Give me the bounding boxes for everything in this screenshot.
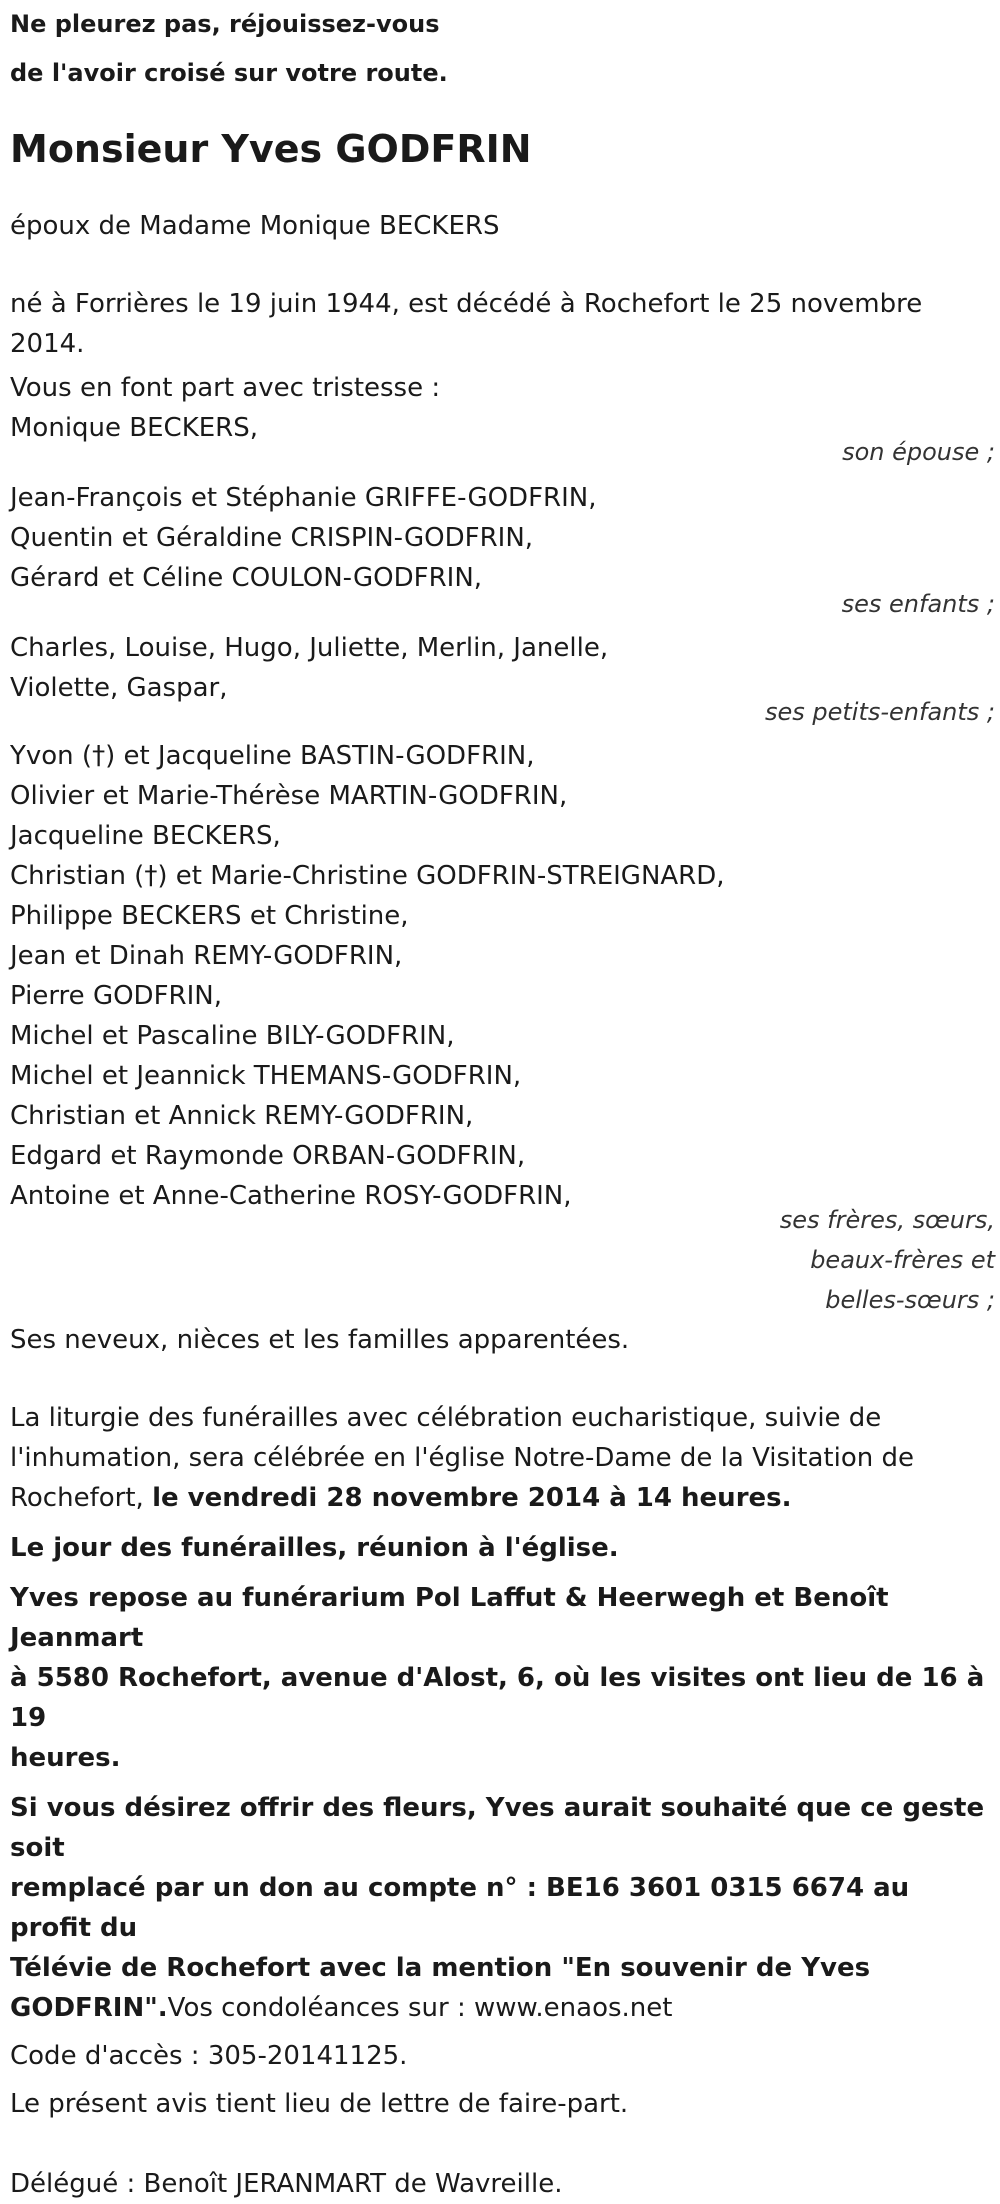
notice-statement: Le présent avis tient lieu de lettre de faire-part. <box>10 2089 629 2119</box>
family-name-line: Gérard et Céline COULON-GODFRIN, <box>10 563 483 593</box>
family-name-line: Olivier et Marie-Thérèse MARTIN-GODFRIN, <box>10 781 568 811</box>
family-name-line: Violette, Gaspar, <box>10 673 228 703</box>
family-name-line: Michel et Jeannick THEMANS-GODFRIN, <box>10 1061 522 1091</box>
family-name-line: Christian (†) et Marie-Christine GODFRIN-STREIGNARD, <box>10 861 725 891</box>
family-name-line: Christian et Annick REMY-GODFRIN, <box>10 1101 474 1131</box>
family-name-line: Jean et Dinah REMY-GODFRIN, <box>10 941 403 971</box>
funeral-home <box>10 1578 995 1778</box>
access-code: Code d'accès : 305-20141125. <box>10 2041 408 2071</box>
deceased-name: Monsieur Yves GODFRIN <box>10 127 532 171</box>
delegate: Délégué : Benoît JERANMART de Wavreille. <box>10 2169 563 2199</box>
liturgy <box>10 1398 995 1518</box>
family-name-line: Jean-François et Stéphanie GRIFFE-GODFRIN, <box>10 483 597 513</box>
announcement-intro: Vous en font part avec tristesse : <box>10 373 441 403</box>
birth-death <box>10 284 995 364</box>
flowers <box>10 1788 995 2028</box>
funeral-home-line-2: à 5580 Rochefort, avenue d'Alost, 6, où les visites ont lieu de 16 à 19 <box>10 1663 985 1733</box>
flowers-line-4 <box>10 1988 995 2028</box>
family-name-line: Antoine et Anne-Catherine ROSY-GODFRIN, <box>10 1181 572 1211</box>
epigraph-line-2: de l'avoir croisé sur votre route. <box>10 59 448 87</box>
relation-grandchildren: ses petits-enfants ; <box>764 698 995 726</box>
family-name-line: Charles, Louise, Hugo, Juliette, Merlin, Janelle, <box>10 633 609 663</box>
family-name-line: Michel et Pascaline BILY-GODFRIN, <box>10 1021 455 1051</box>
epigraph <box>10 0 995 98</box>
flowers-name-end: GODFRIN". <box>10 1993 168 2023</box>
birth-death-line-2: 2014. <box>10 329 85 359</box>
family-name-line: Yvon (†) et Jacqueline BASTIN-GODFRIN, <box>10 741 535 771</box>
family-siblings <box>10 736 995 1320</box>
liturgy-place: Rochefort, <box>10 1483 153 1513</box>
family-grandchildren <box>10 628 995 732</box>
notice-body <box>10 0 995 2204</box>
reunion: Le jour des funérailles, réunion à l'église. <box>10 1533 619 1563</box>
family-spouse <box>10 408 995 472</box>
liturgy-line-2: l'inhumation, sera célébrée en l'église Notre-Dame de la Visitation de <box>10 1443 914 1473</box>
flowers-line-2: remplacé par un don au compte n° : BE16 3601 0315 6674 au profit du <box>10 1873 910 1943</box>
flowers-line-3: Télévie de Rochefort avec la mention "En souvenir de Yves <box>10 1953 871 1983</box>
extended-family: Ses neveux, nièces et les familles apparentées. <box>10 1325 630 1355</box>
relation-children: ses enfants ; <box>841 590 995 618</box>
epigraph-line-1: Ne pleurez pas, réjouissez-vous <box>10 10 440 38</box>
family-name-line: Philippe BECKERS et Christine, <box>10 901 409 931</box>
family-name-line: Edgard et Raymonde ORBAN-GODFRIN, <box>10 1141 526 1171</box>
relation-spouse: son épouse ; <box>842 438 995 466</box>
relation-siblings-line-3: belles-sœurs ; <box>825 1286 995 1314</box>
liturgy-line-1: La liturgie des funérailles avec célébration eucharistique, suivie de <box>10 1403 882 1433</box>
family-name-line: Jacqueline BECKERS, <box>10 821 281 851</box>
funeral-home-line-3: heures. <box>10 1743 121 1773</box>
family-name-line: Pierre GODFRIN, <box>10 981 222 1011</box>
spouse-line: époux de Madame Monique BECKERS <box>10 211 500 241</box>
birth-death-line-1: né à Forrières le 19 juin 1944, est décédé à Rochefort le 25 novembre <box>10 289 923 319</box>
family-name-line: Quentin et Géraldine CRISPIN-GODFRIN, <box>10 523 534 553</box>
relation-siblings-line-2: beaux-frères et <box>810 1246 995 1274</box>
liturgy-date: le vendredi 28 novembre 2014 à 14 heures. <box>152 1483 792 1513</box>
liturgy-line-3 <box>10 1478 995 1518</box>
condolences-link-text: Vos condoléances sur : www.enaos.net <box>167 1993 673 2023</box>
relation-siblings-line-1: ses frères, sœurs, <box>779 1206 995 1234</box>
funeral-home-line-1: Yves repose au funérarium Pol Laffut & Heerwegh et Benoît Jeanmart <box>10 1583 889 1653</box>
family-name-line: Monique BECKERS, <box>10 413 259 443</box>
family-children <box>10 478 995 624</box>
flowers-line-1: Si vous désirez offrir des fleurs, Yves aurait souhaité que ce geste soit <box>10 1793 985 1863</box>
